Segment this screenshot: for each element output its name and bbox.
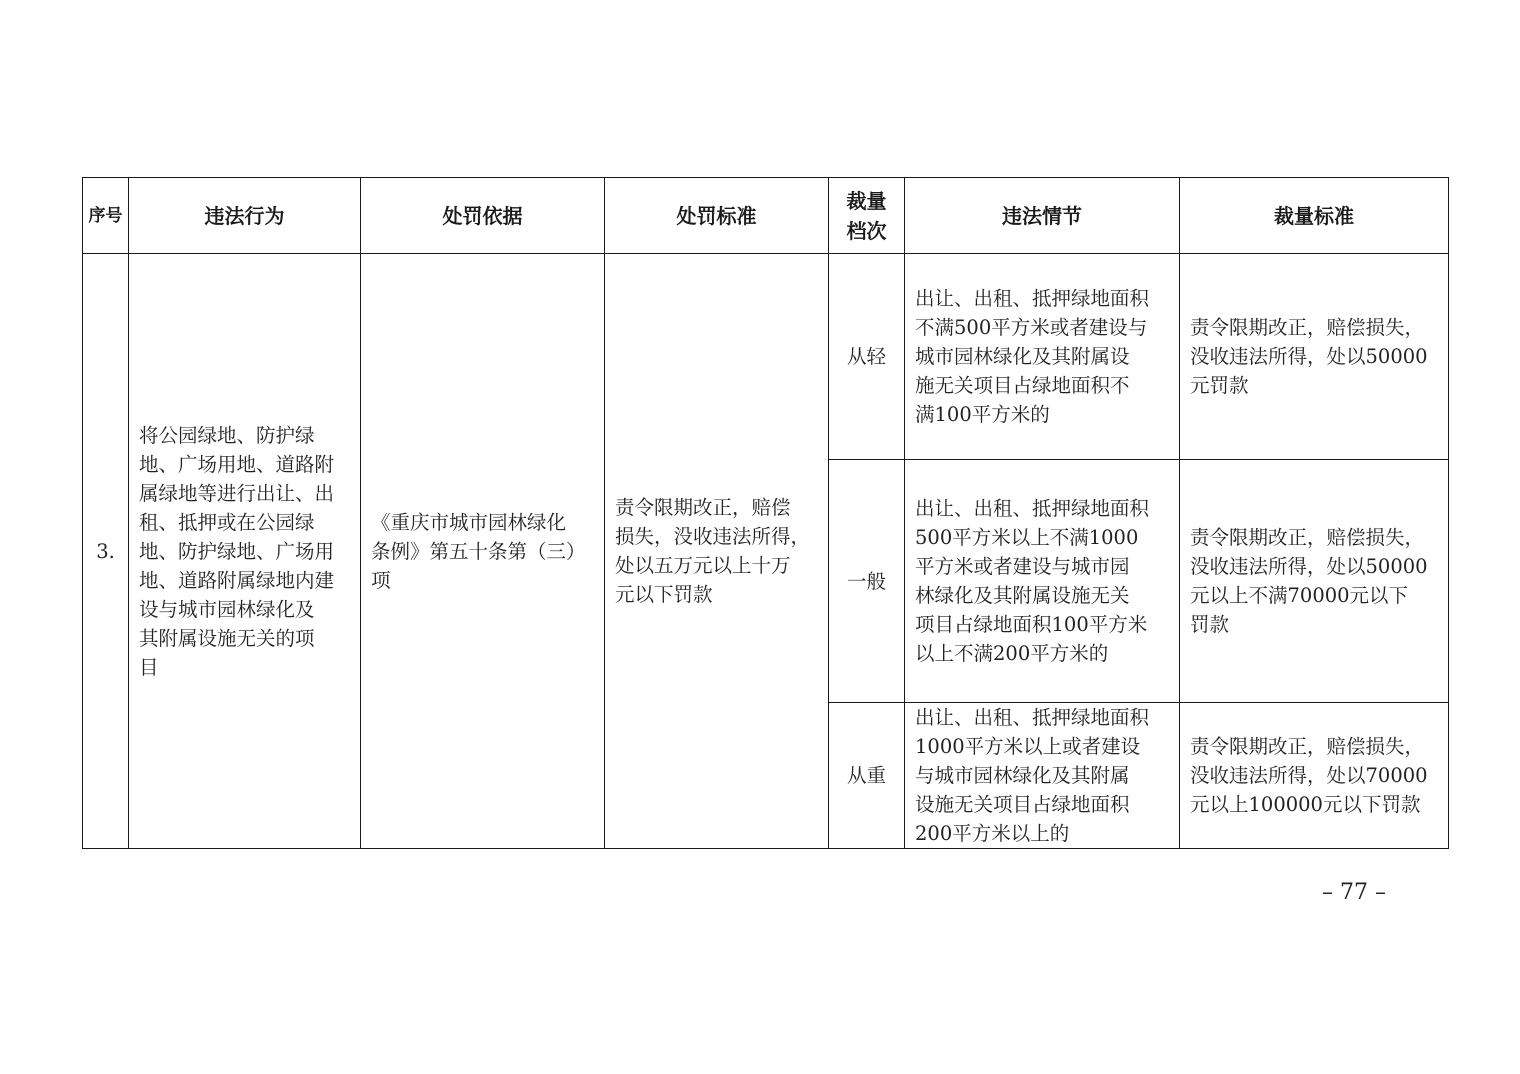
level-general: 一般 (846, 569, 886, 593)
seq-cell (83, 254, 129, 849)
header-standard: 处罚标准 (605, 178, 829, 254)
level-severe: 从重 (846, 764, 886, 787)
header-seq: 序号 (83, 178, 129, 254)
discretion-cell-lenient (1180, 254, 1449, 460)
circumstances-cell-lenient (905, 254, 1180, 460)
level-lenient: 从轻 (846, 345, 886, 368)
discretion-severe: 责令限期改正，赔偿损失， 没收违法所得，处以70000 元以上100000元以下罚款 (1190, 735, 1428, 816)
basis-cell (361, 254, 605, 849)
seq-number: 3. (96, 539, 115, 563)
page-number: – 77 – (1322, 880, 1386, 905)
header-circumstances: 违法情节 (905, 178, 1180, 254)
header-behavior: 违法行为 (129, 178, 361, 254)
discretion-lenient: 责令限期改正，赔偿损失， 没收违法所得，处以50000 元罚款 (1190, 316, 1428, 397)
penalty-discretion-table (82, 177, 1449, 849)
header-row (83, 178, 1449, 254)
behavior-text: 将公园绿地、防护绿 地、广场用地、道路附 属绿地等进行出让、出 租、抵押或在公园绿 地、防护绿地、广场用 地、道路附属绿地内建 设与城市园林绿化及 其附属设施无关的项 目 (139, 423, 335, 679)
circumstances-cell-general (905, 460, 1180, 703)
header-level: 裁量 档次 (829, 178, 905, 254)
level-cell-general (829, 460, 905, 703)
circumstances-general: 出让、出租、抵押绿地面积 500平方米以上不满1000 平方米或者建设与城市园 林绿化及其附属设施无关 项目占绿地面积100平方米 以上不满200平方米的 (915, 497, 1150, 665)
behavior-cell (129, 254, 361, 849)
table-row (83, 254, 1449, 460)
basis-text: 《重庆市城市园林绿化 条例》第五十条第（三） 项 (371, 510, 586, 592)
circumstances-lenient: 出让、出租、抵押绿地面积 不满500平方米或者建设与 城市园林绿化及其附属设 施无关项目占绿地面积不 满100平方米的 (915, 287, 1150, 426)
header-discretion: 裁量标准 (1180, 178, 1449, 254)
discretion-cell-severe (1180, 703, 1449, 849)
circumstances-severe: 出让、出租、抵押绿地面积 1000平方米以上或者建设 与城市园林绿化及其附属 设施无关项目占绿地面积 200平方米以上的 (915, 706, 1150, 845)
level-cell-lenient (829, 254, 905, 460)
circumstances-cell-severe (905, 703, 1180, 849)
standard-text: 责令限期改正，赔偿 损失，没收违法所得， 处以五万元以上十万 元以下罚款 (615, 496, 811, 606)
discretion-cell-general (1180, 460, 1449, 703)
standard-cell (605, 254, 829, 849)
discretion-general: 责令限期改正，赔偿损失， 没收违法所得，处以50000 元以上不满70000元以下 罚款 (1190, 526, 1428, 636)
level-cell-severe (829, 703, 905, 849)
header-basis: 处罚依据 (361, 178, 605, 254)
